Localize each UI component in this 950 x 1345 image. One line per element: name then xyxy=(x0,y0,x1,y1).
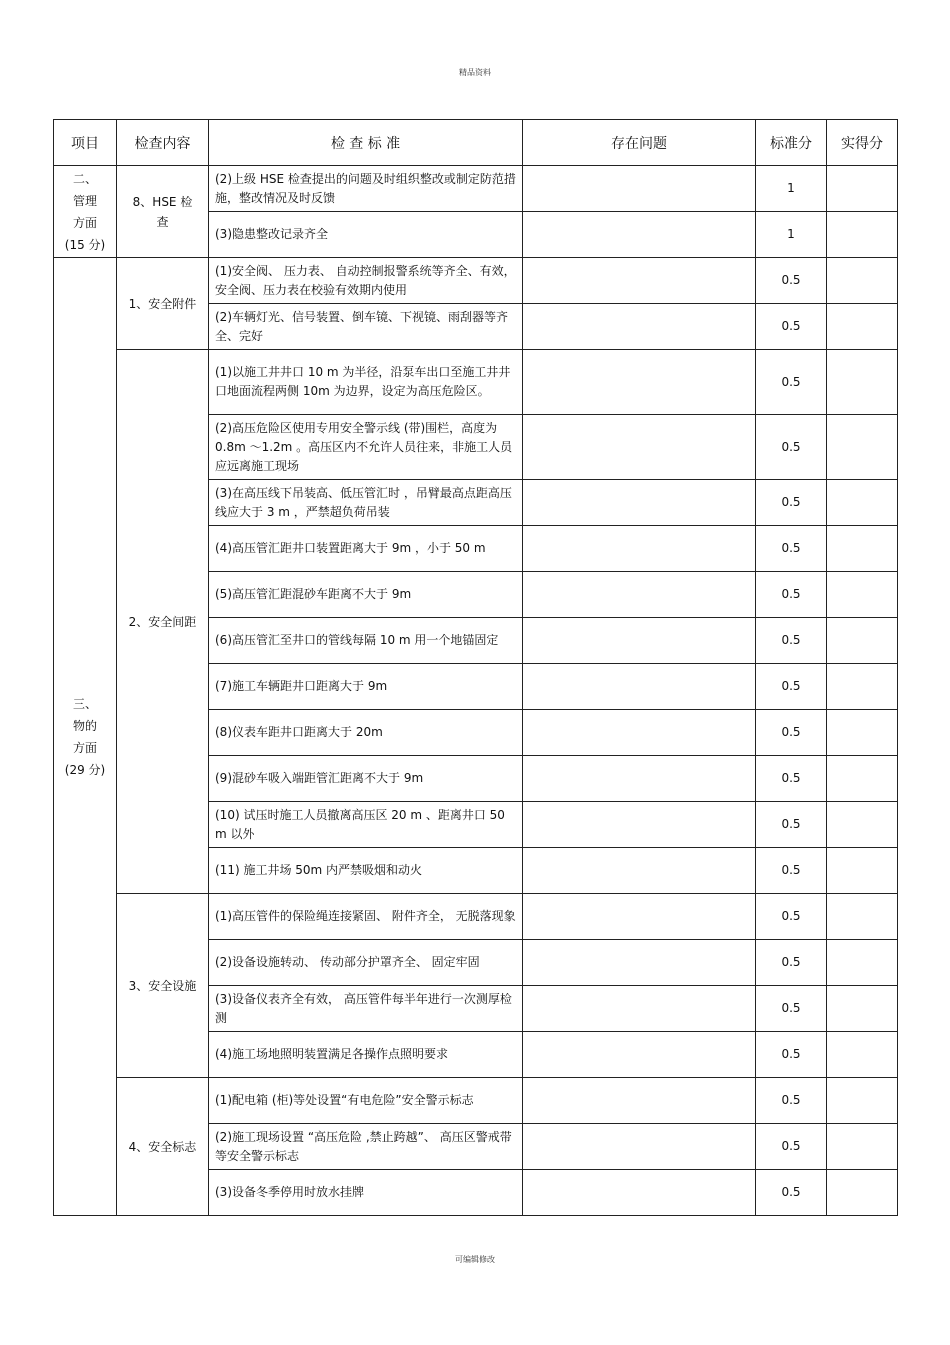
problem-cell[interactable] xyxy=(523,1078,756,1124)
item-cell xyxy=(117,894,209,1078)
standard-cell: (1)高压管件的保险绳连接紧固、 附件齐全， 无脱落现象 xyxy=(209,894,523,940)
std-score-cell: 0.5 xyxy=(756,986,827,1032)
std-score-cell: 0.5 xyxy=(756,1032,827,1078)
item-label: 1、安全附件 xyxy=(128,296,197,311)
actual-score-cell[interactable] xyxy=(827,1032,898,1078)
table-body xyxy=(54,166,898,1216)
item-label: 8、HSE 检 xyxy=(132,194,193,209)
standard-cell: (7)施工车辆距井口距离大于 9m xyxy=(209,664,523,710)
table-row xyxy=(54,1078,898,1124)
problem-cell[interactable] xyxy=(523,710,756,756)
standard-cell: (6)高压管汇至井口的管线每隔 10 m 用一个地锚固定 xyxy=(209,618,523,664)
header-problem: 存在问题 xyxy=(523,120,756,166)
header-std-score: 标准分 xyxy=(756,120,827,166)
project-label: 物的 xyxy=(72,718,97,733)
actual-score-cell[interactable] xyxy=(827,940,898,986)
actual-score-cell[interactable] xyxy=(827,212,898,258)
standard-cell: (1)配电箱 (柜)等处设置“有电危险”安全警示标志 xyxy=(209,1078,523,1124)
standard-cell: (2)施工现场设置 “高压危险 ,禁止跨越”、 高压区警戒带等安全警示标志 xyxy=(209,1124,523,1170)
header-actual-score: 实得分 xyxy=(827,120,898,166)
project-label: (29 分) xyxy=(64,762,106,777)
actual-score-cell[interactable] xyxy=(827,304,898,350)
std-score-cell: 0.5 xyxy=(756,1078,827,1124)
page-header-note: 精品资料 xyxy=(459,68,491,77)
std-score-cell: 0.5 xyxy=(756,756,827,802)
problem-cell[interactable] xyxy=(523,848,756,894)
std-score-cell: 0.5 xyxy=(756,304,827,350)
standard-cell: (3)设备冬季停用时放水挂牌 xyxy=(209,1170,523,1216)
actual-score-cell[interactable] xyxy=(827,350,898,415)
actual-score-cell[interactable] xyxy=(827,618,898,664)
table-header-row xyxy=(54,120,898,166)
std-score-cell: 0.5 xyxy=(756,618,827,664)
project-label: (15 分) xyxy=(64,237,106,252)
item-cell xyxy=(117,1078,209,1216)
actual-score-cell[interactable] xyxy=(827,415,898,480)
problem-cell[interactable] xyxy=(523,415,756,480)
problem-cell[interactable] xyxy=(523,258,756,304)
table-row xyxy=(54,166,898,212)
actual-score-cell[interactable] xyxy=(827,1078,898,1124)
table-row xyxy=(54,350,898,415)
actual-score-cell[interactable] xyxy=(827,802,898,848)
std-score-cell: 0.5 xyxy=(756,940,827,986)
std-score-cell: 0.5 xyxy=(756,664,827,710)
standard-cell: (1)安全阀、 压力表、 自动控制报警系统等齐全、有效，安全阀、压力表在校验有效期内使用 xyxy=(209,258,523,304)
project-label: 二、 xyxy=(72,171,97,186)
std-score-cell: 0.5 xyxy=(756,894,827,940)
standard-cell: (11) 施工井场 50m 内严禁吸烟和动火 xyxy=(209,848,523,894)
standard-cell: (3)在高压线下吊装高、低压管汇时 ，吊臂最高点距高压线应大于 3 m ，严禁超负荷吊装 xyxy=(209,480,523,526)
header-content: 检查内容 xyxy=(117,120,209,166)
standard-cell: (9)混砂车吸入端距管汇距离不大于 9m xyxy=(209,756,523,802)
std-score-cell: 0.5 xyxy=(756,1170,827,1216)
standard-cell: (2)设备设施转动、 传动部分护罩齐全、 固定牢固 xyxy=(209,940,523,986)
actual-score-cell[interactable] xyxy=(827,526,898,572)
project-cell xyxy=(54,166,117,258)
standard-cell: (5)高压管汇距混砂车距离不大于 9m xyxy=(209,572,523,618)
header-standard: 检 查 标 准 xyxy=(209,120,523,166)
actual-score-cell[interactable] xyxy=(827,664,898,710)
standard-cell: (1)以施工井井口 10 m 为半径，沿泵车出口至施工井井口地面流程两侧 10m 为边界，设定为高压危险区。 xyxy=(209,350,523,415)
problem-cell[interactable] xyxy=(523,894,756,940)
problem-cell[interactable] xyxy=(523,618,756,664)
problem-cell[interactable] xyxy=(523,304,756,350)
standard-cell: (2)车辆灯光、信号装置、倒车镜、下视镜、雨刮器等齐全、完好 xyxy=(209,304,523,350)
problem-cell[interactable] xyxy=(523,664,756,710)
project-label: 方面 xyxy=(72,740,97,755)
std-score-cell: 0.5 xyxy=(756,572,827,618)
standard-cell: (8)仪表车距井口距离大于 20m xyxy=(209,710,523,756)
problem-cell[interactable] xyxy=(523,350,756,415)
item-label: 2、安全间距 xyxy=(128,614,197,629)
std-score-cell: 0.5 xyxy=(756,848,827,894)
actual-score-cell[interactable] xyxy=(827,258,898,304)
standard-cell: (4)高压管汇距井口装置距离大于 9m ，小于 50 m xyxy=(209,526,523,572)
problem-cell[interactable] xyxy=(523,940,756,986)
project-cell xyxy=(54,258,117,1216)
std-score-cell: 1 xyxy=(756,166,827,212)
inspection-table xyxy=(53,119,898,1216)
item-label: 查 xyxy=(156,214,169,229)
item-cell xyxy=(117,166,209,258)
problem-cell[interactable] xyxy=(523,212,756,258)
problem-cell[interactable] xyxy=(523,1170,756,1216)
project-label: 方面 xyxy=(72,215,97,230)
standard-cell: (2)上级 HSE 检查提出的问题及时组织整改或制定防范措施，整改情况及时反馈 xyxy=(209,166,523,212)
table-row xyxy=(54,258,898,304)
problem-cell[interactable] xyxy=(523,572,756,618)
item-cell xyxy=(117,258,209,350)
problem-cell[interactable] xyxy=(523,802,756,848)
standard-cell: (2)高压危险区使用专用安全警示线 (带)围栏，高度为 0.8m ～1.2m 。高压区内不允许人员往来，非施工人员应远离施工现场 xyxy=(209,415,523,480)
item-label: 4、安全标志 xyxy=(128,1139,197,1154)
standard-cell: (10) 试压时施工人员撤离高压区 20 m 、距离井口 50 m 以外 xyxy=(209,802,523,848)
header-project: 项目 xyxy=(54,120,117,166)
problem-cell[interactable] xyxy=(523,1032,756,1078)
item-label: 3、安全设施 xyxy=(128,978,197,993)
actual-score-cell[interactable] xyxy=(827,986,898,1032)
page-footer-note: 可编辑修改 xyxy=(455,1255,495,1264)
std-score-cell: 0.5 xyxy=(756,802,827,848)
std-score-cell: 1 xyxy=(756,212,827,258)
problem-cell[interactable] xyxy=(523,480,756,526)
standard-cell: (3)隐患整改记录齐全 xyxy=(209,212,523,258)
actual-score-cell[interactable] xyxy=(827,572,898,618)
actual-score-cell[interactable] xyxy=(827,166,898,212)
std-score-cell: 0.5 xyxy=(756,1124,827,1170)
actual-score-cell[interactable] xyxy=(827,1124,898,1170)
project-label: 管理 xyxy=(72,193,97,208)
problem-cell[interactable] xyxy=(523,756,756,802)
problem-cell[interactable] xyxy=(523,166,756,212)
item-cell xyxy=(117,350,209,894)
actual-score-cell[interactable] xyxy=(827,894,898,940)
std-score-cell: 0.5 xyxy=(756,526,827,572)
std-score-cell: 0.5 xyxy=(756,415,827,480)
problem-cell[interactable] xyxy=(523,526,756,572)
standard-cell: (3)设备仪表齐全有效， 高压管件每半年进行一次测厚检测 xyxy=(209,986,523,1032)
std-score-cell: 0.5 xyxy=(756,710,827,756)
actual-score-cell[interactable] xyxy=(827,848,898,894)
problem-cell[interactable] xyxy=(523,986,756,1032)
standard-cell: (4)施工场地照明装置满足各操作点照明要求 xyxy=(209,1032,523,1078)
actual-score-cell[interactable] xyxy=(827,480,898,526)
table-row xyxy=(54,894,898,940)
project-label: 三、 xyxy=(72,696,97,711)
actual-score-cell[interactable] xyxy=(827,1170,898,1216)
std-score-cell: 0.5 xyxy=(756,350,827,415)
problem-cell[interactable] xyxy=(523,1124,756,1170)
std-score-cell: 0.5 xyxy=(756,258,827,304)
std-score-cell: 0.5 xyxy=(756,480,827,526)
actual-score-cell[interactable] xyxy=(827,710,898,756)
actual-score-cell[interactable] xyxy=(827,756,898,802)
